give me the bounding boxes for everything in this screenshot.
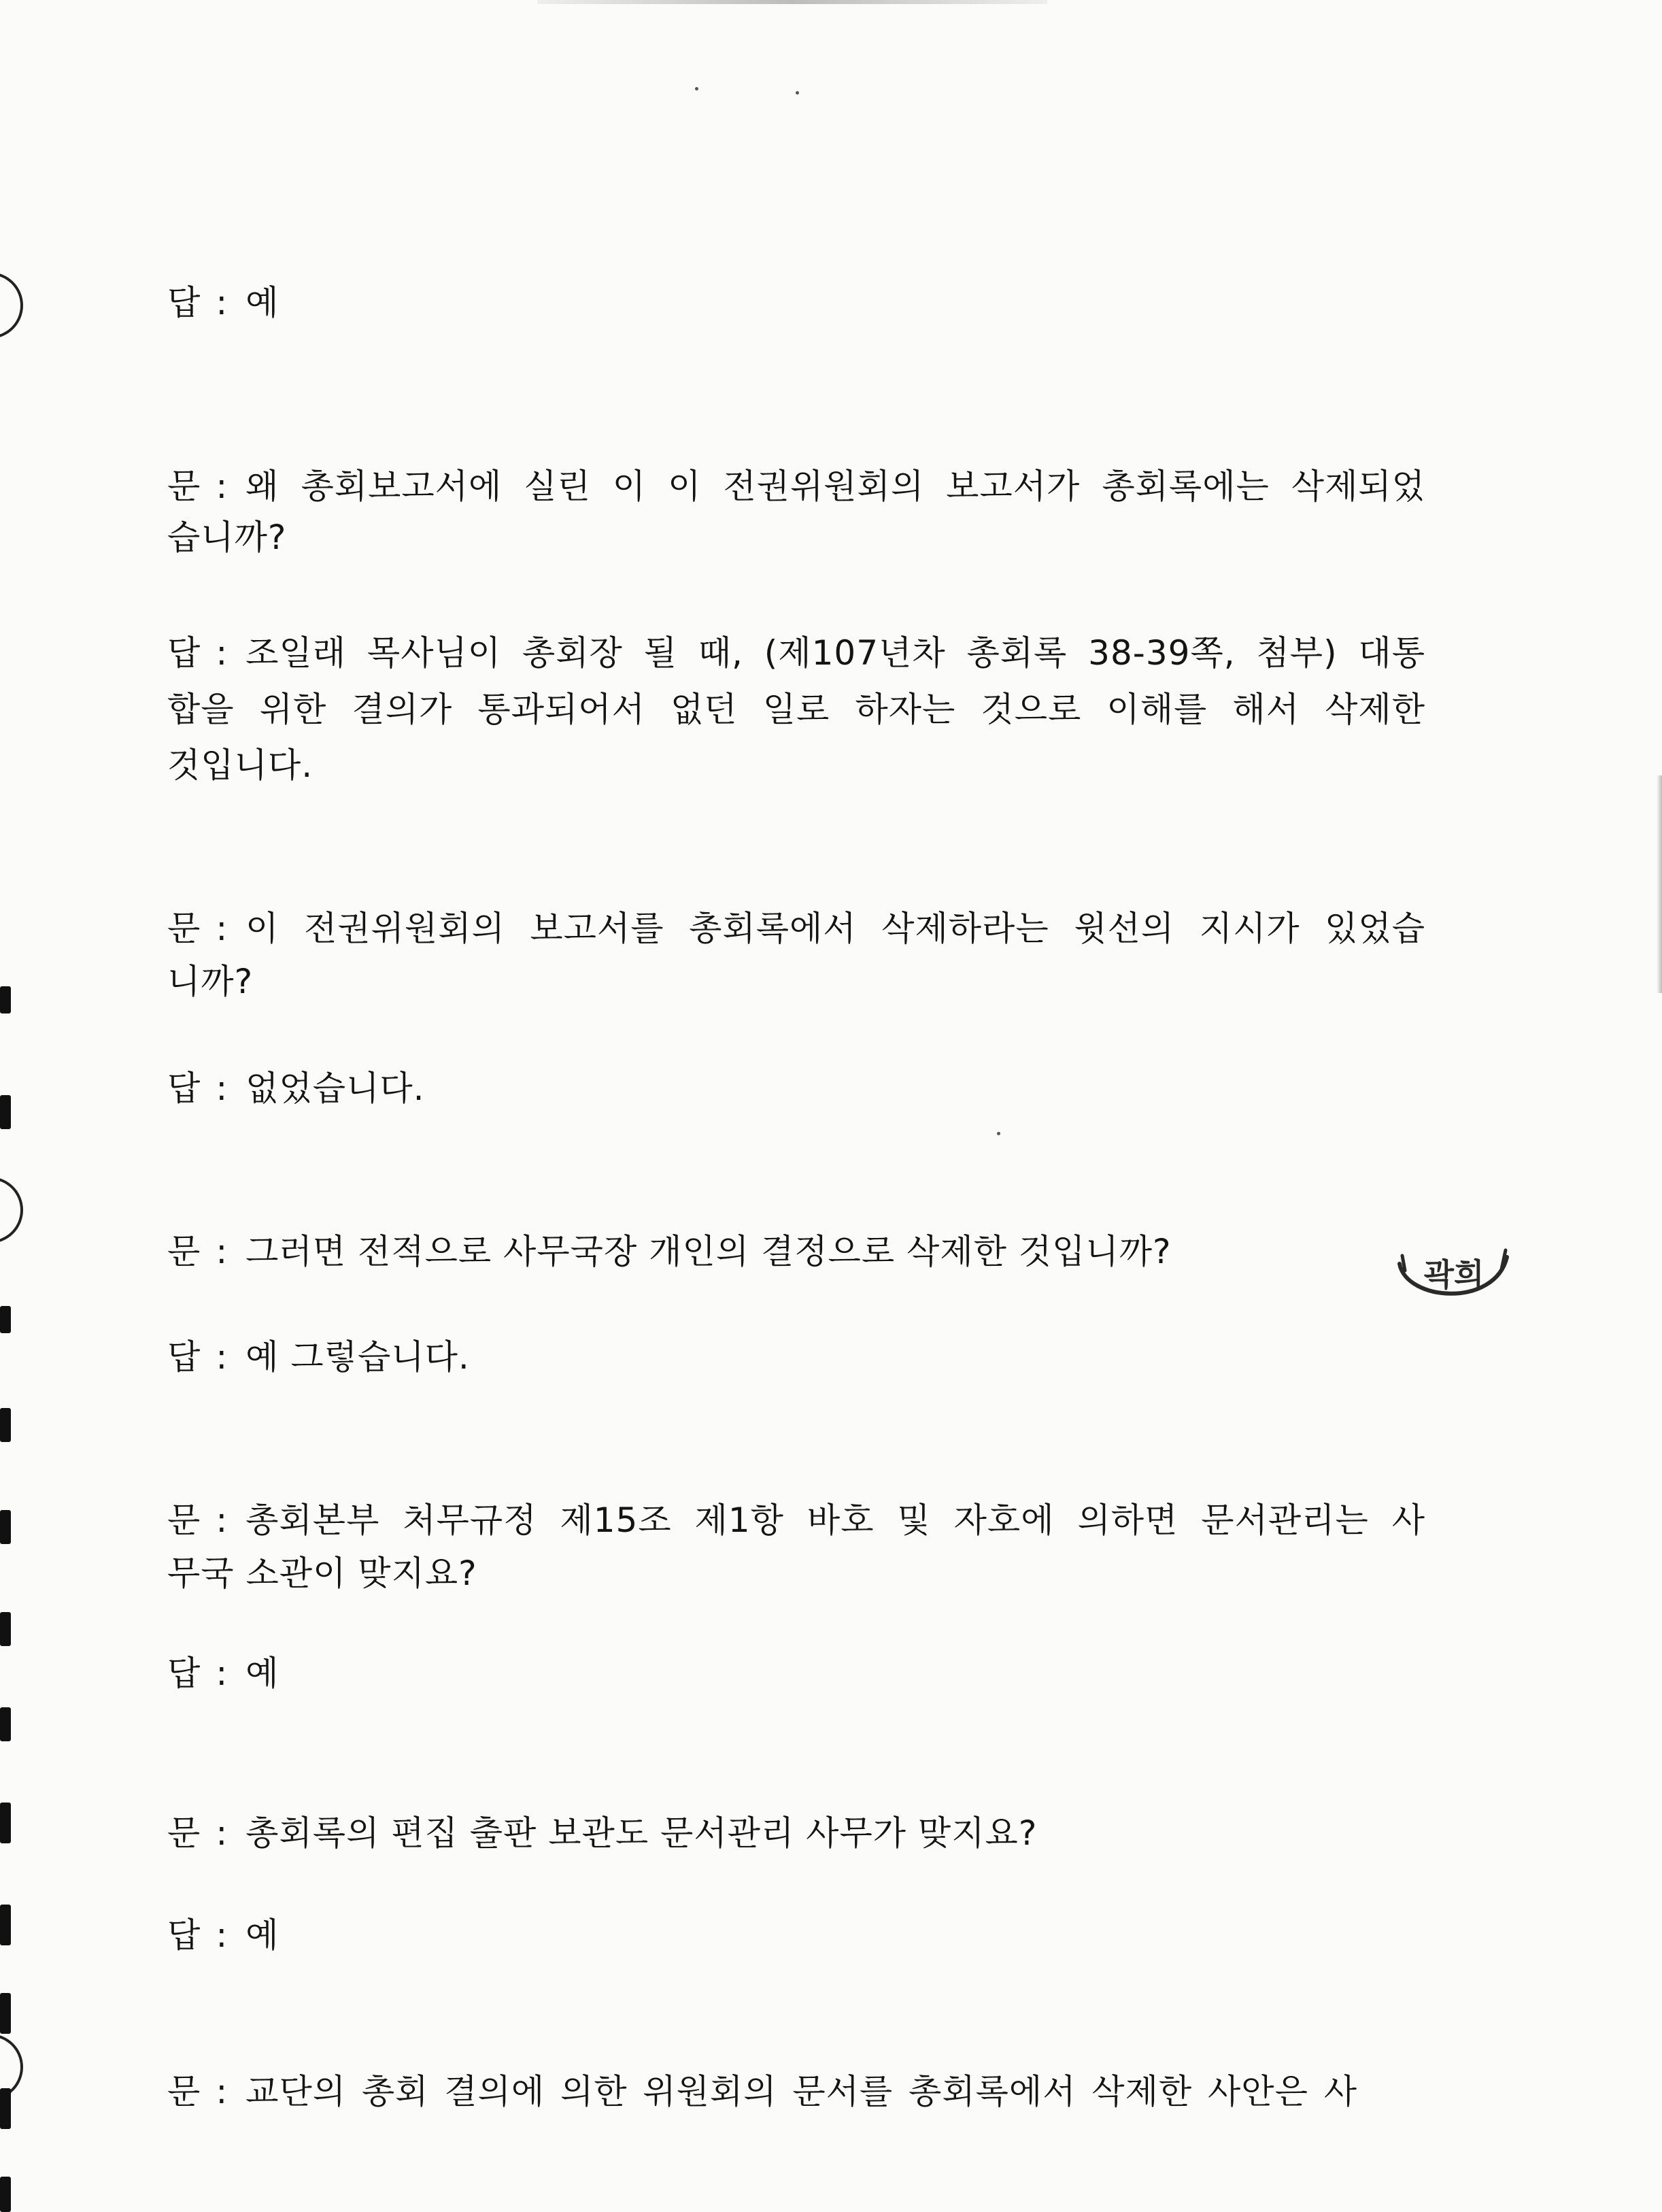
separator: : — [216, 1813, 228, 1853]
binder-mark — [0, 1408, 11, 1442]
line-text: 합을 위한 결의가 통과되어서 없던 일로 하자는 것으로 이해를 해서 삭제한 — [167, 690, 1425, 729]
binder-mark — [0, 986, 11, 1013]
binder-mark — [0, 1612, 11, 1646]
binder-ring — [0, 272, 23, 339]
binder-mark — [0, 1510, 11, 1544]
scan-speck — [997, 1132, 1000, 1135]
line-text: 없었습니다. — [245, 1069, 425, 1108]
seal-text: 곽희 — [1423, 1256, 1485, 1293]
binder-mark — [0, 1095, 11, 1129]
separator: : — [216, 1337, 228, 1377]
speaker-label: 문 — [167, 1232, 201, 1271]
line-text: 그러면 전적으로 사무국장 개인의 결정으로 삭제한 것입니까? — [245, 1232, 1172, 1271]
speaker-label: 답 — [167, 1337, 201, 1377]
transcript-line — [167, 279, 1425, 326]
transcript-line — [167, 1911, 1425, 1959]
scan-speck — [796, 91, 799, 95]
binder-mark — [0, 1707, 11, 1741]
line-text: 무국 소관이 맞지요? — [167, 1554, 477, 1593]
transcript-line — [167, 1809, 1425, 1857]
line-text: 것입니다. — [167, 745, 313, 785]
speaker-label: 문 — [167, 467, 201, 506]
separator: : — [216, 633, 228, 673]
speaker-label: 문 — [167, 2072, 201, 2111]
separator: : — [216, 909, 228, 948]
speaker-label: 답 — [167, 1069, 201, 1108]
separator: : — [216, 1654, 228, 1693]
transcript-line — [167, 741, 1425, 789]
line-text: 예 그렇습니다. — [245, 1337, 470, 1377]
transcript-line — [167, 514, 1425, 561]
transcript-line — [167, 1333, 1425, 1381]
binder-mark — [0, 1993, 11, 2034]
line-text: 니까? — [167, 962, 254, 1001]
binder-mark — [0, 1803, 11, 1843]
speaker-label: 답 — [167, 633, 201, 673]
transcript-line — [167, 905, 1425, 952]
transcript-line — [167, 958, 1425, 1005]
binder-mark — [0, 1905, 11, 1945]
transcript-line — [167, 1228, 1425, 1275]
separator: : — [216, 283, 228, 322]
transcript-line — [167, 1549, 1425, 1597]
binder-ring — [0, 1177, 23, 1243]
speaker-label: 문 — [167, 1813, 201, 1853]
transcript-line — [167, 2068, 1357, 2115]
line-text: 예 — [245, 283, 279, 322]
speaker-label: 문 — [167, 909, 201, 948]
separator: : — [216, 1915, 228, 1955]
separator: : — [216, 2072, 228, 2111]
separator: : — [216, 1232, 228, 1271]
line-text: 예 — [245, 1915, 279, 1955]
scan-edge-artifact — [537, 0, 1047, 4]
binder-mark — [0, 1306, 11, 1333]
transcript-line — [167, 463, 1425, 510]
transcript-line — [167, 1496, 1425, 1544]
line-text: 총회록의 편집 출판 보관도 문서관리 사무가 맞지요? — [245, 1813, 1038, 1853]
line-text: 예 — [245, 1654, 279, 1693]
transcript-line — [167, 629, 1425, 677]
line-text: 조일래 목사님이 총회장 될 때, (제107년차 총회록 38-39쪽, 첨부) 대통 — [245, 633, 1425, 673]
separator: : — [216, 1069, 228, 1108]
line-text: 습니까? — [167, 518, 287, 557]
scan-edge-shadow — [1657, 775, 1662, 993]
speaker-label: 답 — [167, 1654, 201, 1693]
line-text: 왜 총회보고서에 실린 이 이 전권위원회의 보고서가 총회록에는 삭제되었 — [245, 467, 1425, 506]
transcript-line — [167, 1065, 1425, 1112]
separator: : — [216, 1501, 228, 1540]
scan-speck — [695, 87, 698, 90]
seal-stamp — [1393, 1243, 1515, 1311]
line-text: 이 전권위원회의 보고서를 총회록에서 삭제하라는 윗선의 지시가 있었습 — [245, 909, 1425, 948]
separator: : — [216, 467, 228, 506]
line-text: 총회본부 처무규정 제15조 제1항 바호 및 자호에 의하면 문서관리는 사 — [245, 1501, 1425, 1540]
speaker-label: 답 — [167, 1915, 201, 1955]
speaker-label: 답 — [167, 283, 201, 322]
transcript-line — [167, 1649, 1425, 1697]
binder-mark — [0, 2088, 11, 2129]
transcript-line — [167, 686, 1425, 733]
binder-mark — [0, 2177, 11, 2212]
speaker-label: 문 — [167, 1501, 201, 1540]
line-text: 교단의 총회 결의에 의한 위원회의 문서를 총회록에서 삭제한 사안은 사 — [245, 2072, 1357, 2111]
